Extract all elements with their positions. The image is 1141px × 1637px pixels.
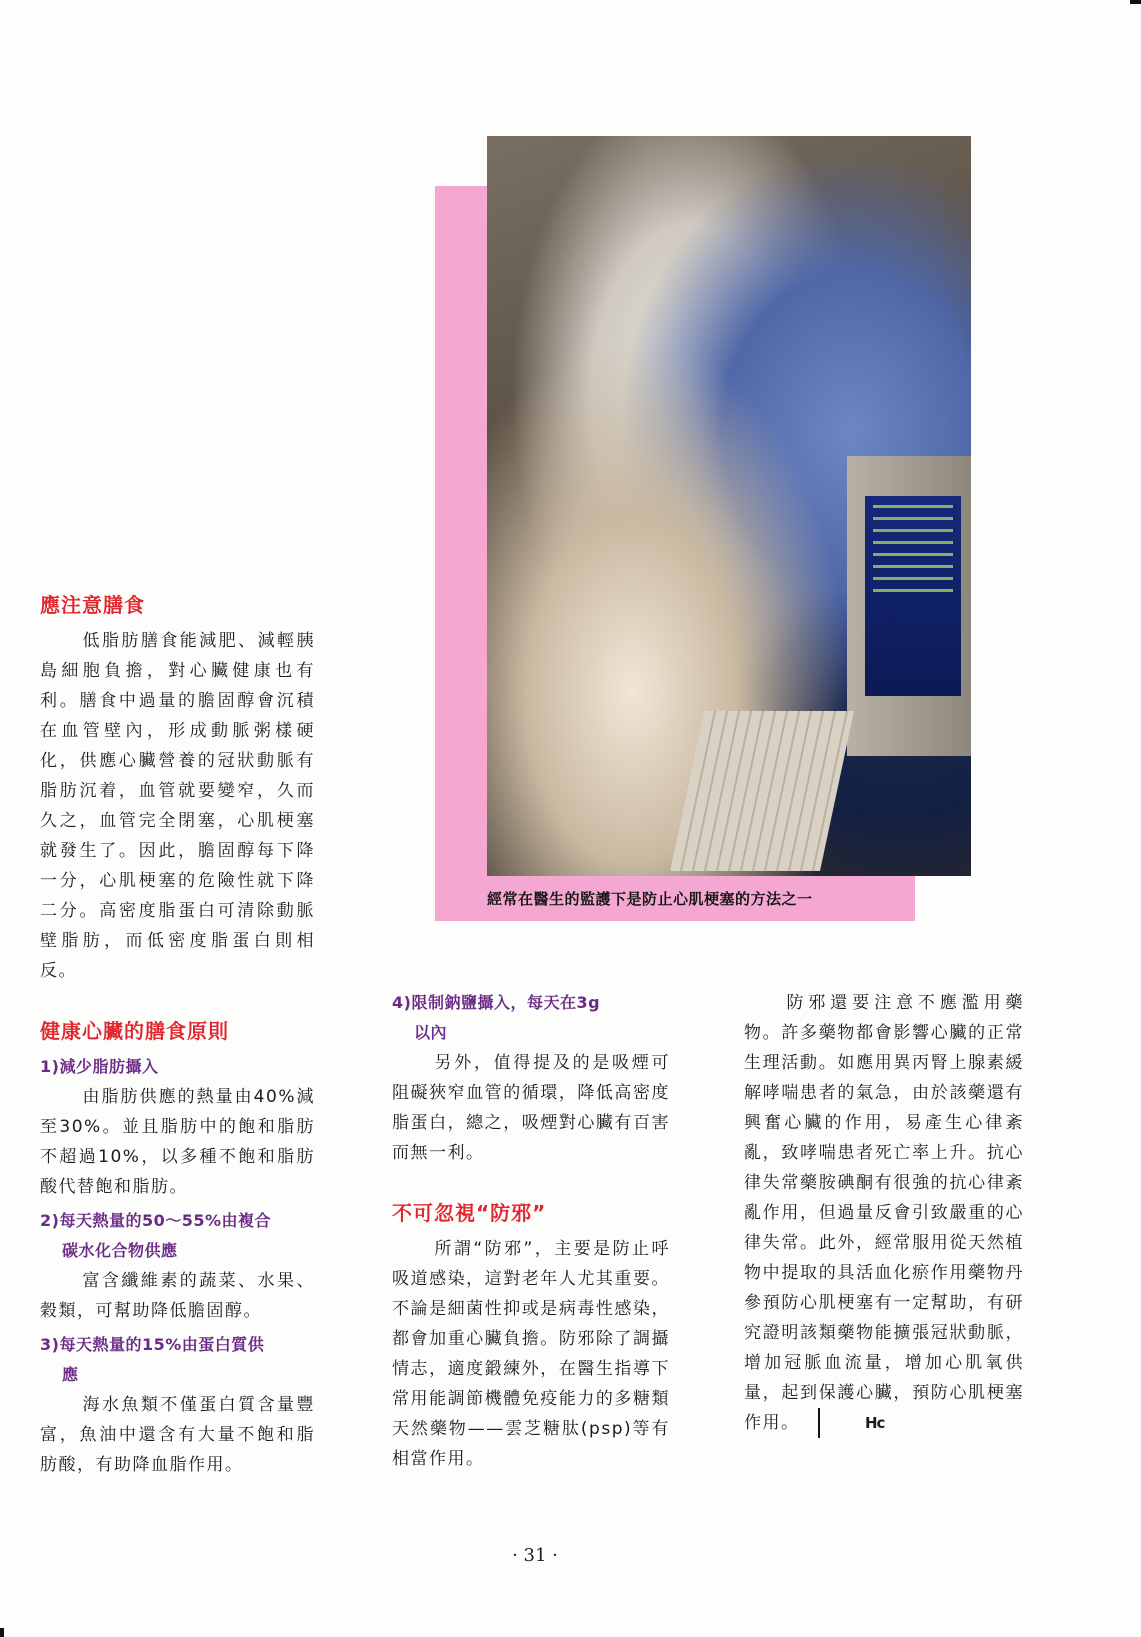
- rule3-heading-line2: 應: [62, 1365, 79, 1384]
- photo-monitor-screen: [865, 496, 961, 696]
- page-number: · 31 ·: [512, 1545, 558, 1566]
- rule4-heading-line1: 4)限制鈉鹽攝入，每天在3g: [392, 993, 601, 1012]
- paragraph-prevent-infection: 所謂“防邪”，主要是防止呼吸道感染，這對老年人尤其重要。不論是細菌性抑或是病毒性感染，都會加重心臟負擔。防邪除了調攝情志，適度鍛練外，在醫生指導下常用能調節機體免疫能力的多糖類天然藥物——雲芝糖肽(psp)等有相當作用。: [392, 1239, 670, 1469]
- column-right: [744, 988, 1024, 1442]
- column-middle: [392, 988, 670, 1478]
- photo-caption: 經常在醫生的監護下是防止心肌梗塞的方法之一: [487, 890, 813, 908]
- rule2-heading-line2: 碳水化合物供應: [62, 1241, 178, 1260]
- paragraph-drug-caution: [744, 988, 1024, 1438]
- crop-mark-bottom-left: [0, 1628, 4, 1637]
- rule2-text: 富含纖維素的蔬菜、水果、穀類，可幫助降低膽固醇。: [40, 1271, 315, 1321]
- rule4-heading-line2: 以內: [414, 1023, 448, 1042]
- paragraph-low-fat-diet: 低脂肪膳食能減肥、減輕胰島細胞負擔，對心臟健康也有利。膳食中過量的膽固醇會沉積在血管壁內，形成動脈粥樣硬化，供應心臟營養的冠狀動脈有脂肪沉着，血管就要變窄，久而久之，血管完全閉塞，心肌梗塞就發生了。因此，膽固醇每下降一分，心肌梗塞的危險性就下降二分。高密度脂蛋白可清除動脈壁脂肪，而低密度脂蛋白則相反。: [40, 631, 315, 981]
- photo-keyboard: [670, 711, 854, 871]
- crop-mark-top-right: [1130, 0, 1141, 4]
- rule2-heading-line1: 2)每天熱量的50〜55%由複合: [40, 1211, 272, 1230]
- paragraph-drug-caution-text: 防邪還要注意不應濫用藥物。許多藥物都會影響心臟的正常生理活動。如應用異丙腎上腺素緩解哮喘患者的氣急，由於該藥還有興奮心臟的作用，易產生心律紊亂，致哮喘患者死亡率上升。抗心律失常藥胺碘酮有很強的抗心律紊亂作用，但過量反會引致嚴重的心律失常。此外，經常服用從天然植物中提取的具活血化瘀作用藥物丹參預防心肌梗塞有一定幫助，有研究證明該類藥物能擴張冠狀動脈，增加冠脈血流量，增加心肌氧供量，起到保護心臟，預防心肌梗塞作用。: [744, 993, 1024, 1433]
- end-mark-logo: Hc: [818, 1408, 885, 1438]
- rule3-text: 海水魚類不僅蛋白質含量豐富，魚油中還含有大量不飽和脂肪酸，有助降血脂作用。: [40, 1395, 315, 1475]
- heading-diet-attention: 應注意膳食: [40, 593, 145, 617]
- photo-doctor-patient: [487, 136, 971, 876]
- column-left: [40, 590, 315, 1484]
- photo-monitor: [847, 456, 971, 756]
- heading-prevent-infection: 不可忽視“防邪”: [392, 1201, 547, 1225]
- rule1-text: 由脂肪供應的熱量由40%減至30%。並且脂肪中的飽和脂肪不超過10%，以多種不飽和脂肪酸代替飽和脂肪。: [40, 1087, 315, 1197]
- heading-diet-principles: 健康心臟的膳食原則: [40, 1019, 229, 1043]
- rule1-heading: 1)減少脂肪攝入: [40, 1057, 159, 1076]
- rule3-heading-line1: 3)每天熱量的15%由蛋白質供: [40, 1335, 265, 1354]
- rule4-text: 另外，值得提及的是吸煙可阻礙狹窄血管的循環，降低高密度脂蛋白，總之，吸煙對心臟有百害而無一利。: [392, 1053, 670, 1163]
